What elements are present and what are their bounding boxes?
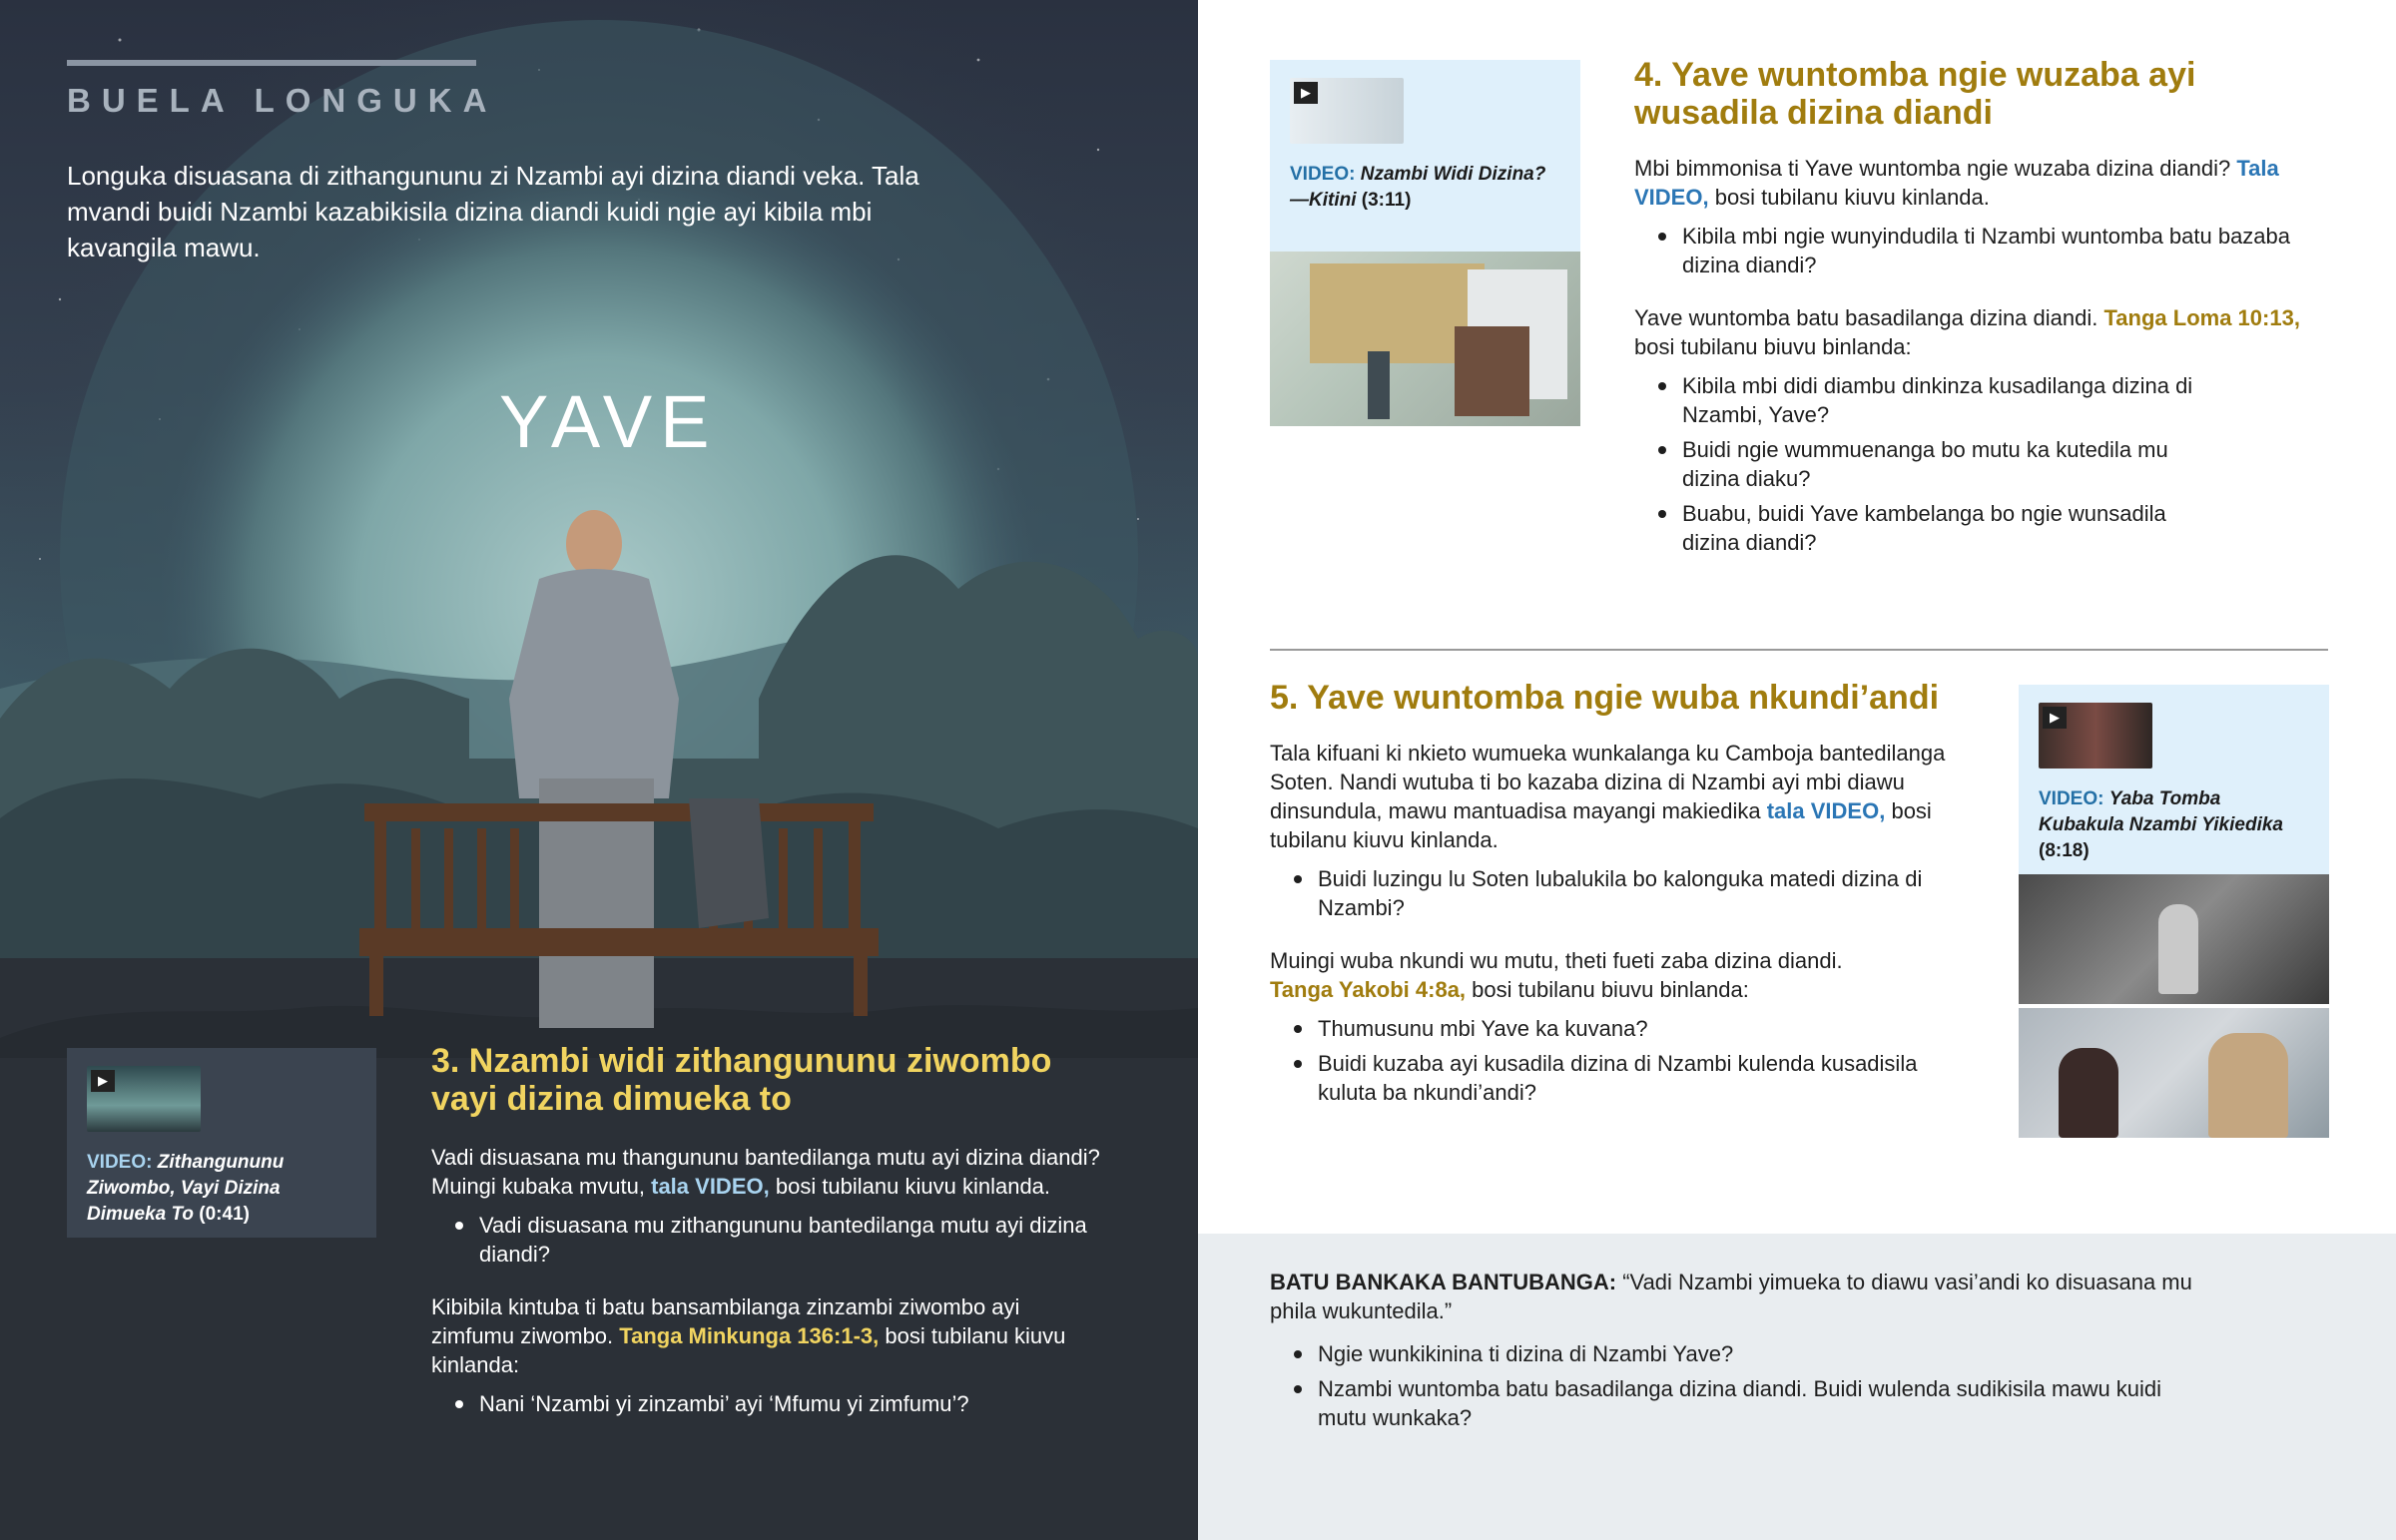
video-title-suffix: —Kitini <box>1290 190 1357 211</box>
watch-video-link[interactable]: Tala VIDEO, <box>1634 156 2279 210</box>
section-5-paragraph-2: Muingi wuba nkundi wu mutu, theti fueti zaba dizina diandi. Tanga Yakobi 4:8a, bosi tubilanu biuvu binlanda: <box>1270 948 1843 1002</box>
question-item: Kibila mbi ngie wunyindudila ti Nzambi wuntomba batu bazaba dizina diandi? <box>1634 222 2333 279</box>
video-thumbnail[interactable] <box>2039 703 2152 769</box>
section-kicker: BUELA LONGUKA <box>67 82 498 119</box>
section-5 <box>1270 679 1959 1113</box>
question-item: Thumusunu mbi Yave ka kuvana? <box>1270 1014 1959 1043</box>
section-4-questions-2 <box>1634 371 2213 557</box>
kicker-rule <box>67 60 476 66</box>
question-item: Nzambi wuntomba batu basadilanga dizina diandi. Buidi wulenda sudikisila mawu kuidi mutu wunkaka? <box>1270 1374 2208 1432</box>
video-caption <box>1290 162 1560 214</box>
illustration-title: YAVE <box>499 380 718 463</box>
question-item: Kibila mbi didi diambu dinkinza kusadilanga dizina di Nzambi, Yave? <box>1634 371 2213 429</box>
video-card-3[interactable] <box>67 1048 376 1238</box>
video-thumbnail[interactable] <box>87 1066 201 1132</box>
summary-quote: BATU BANKAKA BANTUBANGA: “Vadi Nzambi yimueka to diawu vasi’andi ko disuasana mu phila wukuntedila.” <box>1270 1270 2192 1323</box>
question-item: Buidi kuzaba ayi kusadila dizina di Nzambi kulenda kusadisila kuluta ba nkundi’andi? <box>1270 1049 1959 1107</box>
question-item: Buidi luzingu lu Soten lubalukila bo kalonguka matedi dizina di Nzambi? <box>1270 864 1959 922</box>
play-icon[interactable]: ▶ <box>2043 707 2067 729</box>
video-caption <box>2039 786 2309 864</box>
section-3-paragraph-2: Kibibila kintuba ti batu bansambilanga zinzambi ziwombo ayi zimfumu ziwombo. Tanga Minkunga 136:1-3, bosi tubilanu kiuvu kinlanda: <box>431 1294 1066 1377</box>
section-3-questions-2 <box>431 1389 1100 1418</box>
summary-questions <box>1270 1339 2208 1432</box>
video-5-still-1 <box>2019 874 2329 1004</box>
video-duration: (3:11) <box>1361 190 1412 211</box>
play-icon[interactable]: ▶ <box>91 1070 115 1092</box>
section-5-heading: 5. Yave wuntomba ngie wuba nkundi’andi <box>1270 679 1940 717</box>
video-card-5[interactable] <box>2019 685 2329 874</box>
video-card-4[interactable] <box>1270 60 1580 252</box>
question-item: Buidi ngie wummuenanga bo mutu ka kutedila mu dizina diaku? <box>1634 435 2213 493</box>
scripture-link[interactable]: Tanga Minkunga 136:1-3, <box>619 1323 880 1348</box>
right-page <box>1198 0 2396 1540</box>
question-item: Ngie wunkikinina ti dizina di Nzambi Yave? <box>1270 1339 2208 1368</box>
scripture-link[interactable]: Tanga Yakobi 4:8a, <box>1270 977 1467 1002</box>
section-4-heading: 4. Yave wuntomba ngie wuzaba ayi wusadila dizina diandi <box>1634 56 2196 132</box>
watch-video-link[interactable]: tala VIDEO, <box>1766 798 1886 823</box>
section-5-questions-1 <box>1270 864 1959 922</box>
summary-box <box>1198 1234 2396 1540</box>
video-thumbnail[interactable] <box>1290 78 1404 144</box>
section-divider <box>1270 649 2328 651</box>
question-item: Vadi disuasana mu zithangununu bantedilanga mutu ayi dizina diandi? <box>431 1211 1100 1269</box>
video-duration: (0:41) <box>199 1204 250 1225</box>
video-label: VIDEO: <box>1290 164 1356 185</box>
video-title: Yaba Tomba Kubakula Nzambi Yikiedika <box>2039 788 2283 835</box>
video-title: Zithangununu Ziwombo, Vayi Dizina Dimueka To <box>87 1152 285 1225</box>
section-4-questions-1 <box>1634 222 2333 279</box>
section-3-heading: 3. Nzambi widi zithangununu ziwombo vayi dizina dimueka to <box>431 1042 1052 1118</box>
section-4 <box>1634 56 2333 563</box>
section-4-paragraph-2: Yave wuntomba batu basadilanga dizina diandi. Tanga Loma 10:13, bosi tubilanu biuvu binlanda: <box>1634 305 2300 359</box>
video-label: VIDEO: <box>2039 788 2104 809</box>
section-3-paragraph-1: Vadi disuasana mu thangununu bantedilanga mutu ayi dizina diandi? Muingi kubaka mvutu, tala VIDEO, bosi tubilanu kiuvu kinlanda. <box>431 1145 1100 1199</box>
play-icon[interactable]: ▶ <box>1294 82 1318 104</box>
question-item: Buabu, buidi Yave kambelanga bo ngie wunsadila dizina diandi? <box>1634 499 2213 557</box>
intro-text: Longuka disuasana di zithangununu zi Nzambi ayi dizina diandi veka. Tala mvandi buidi Nzambi kazabikisila dizina diandi kuidi ngie ayi kibila mbi kavangila mawu. <box>67 161 919 262</box>
section-5-questions-2 <box>1270 1014 1959 1107</box>
question-item: Nani ‘Nzambi yi zinzambi’ ayi ‘Mfumu yi zimfumu’? <box>431 1389 1100 1418</box>
video-caption <box>87 1150 356 1228</box>
video-5-still-2 <box>2019 1008 2329 1138</box>
video-duration: (8:18) <box>2039 840 2090 861</box>
section-4-paragraph-1: Mbi bimmonisa ti Yave wuntomba ngie wuzaba dizina diandi? Tala VIDEO, bosi tubilanu kiuvu kinlanda. <box>1634 156 2279 210</box>
watch-video-link[interactable]: tala VIDEO, <box>651 1174 770 1199</box>
video-label: VIDEO: <box>87 1152 153 1173</box>
summary-content <box>1270 1268 2208 1438</box>
section-3 <box>431 1042 1100 1424</box>
section-5-paragraph-1: Tala kifuani ki nkieto wumueka wunkalanga ku Camboja bantedilanga Soten. Nandi wutuba ti bo kazaba dizina di Nzambi ayi mbi diawu dinsundula, mawu mantuadisa mayangi makiedika tala VIDEO, bosi tubilanu kiuvu kinlanda. <box>1270 741 1946 852</box>
video-4-still <box>1270 252 1580 426</box>
section-3-questions-1 <box>431 1211 1100 1269</box>
scripture-link[interactable]: Tanga Loma 10:13, <box>2103 305 2300 330</box>
video-title: Nzambi Widi Dizina? <box>1360 164 1546 185</box>
